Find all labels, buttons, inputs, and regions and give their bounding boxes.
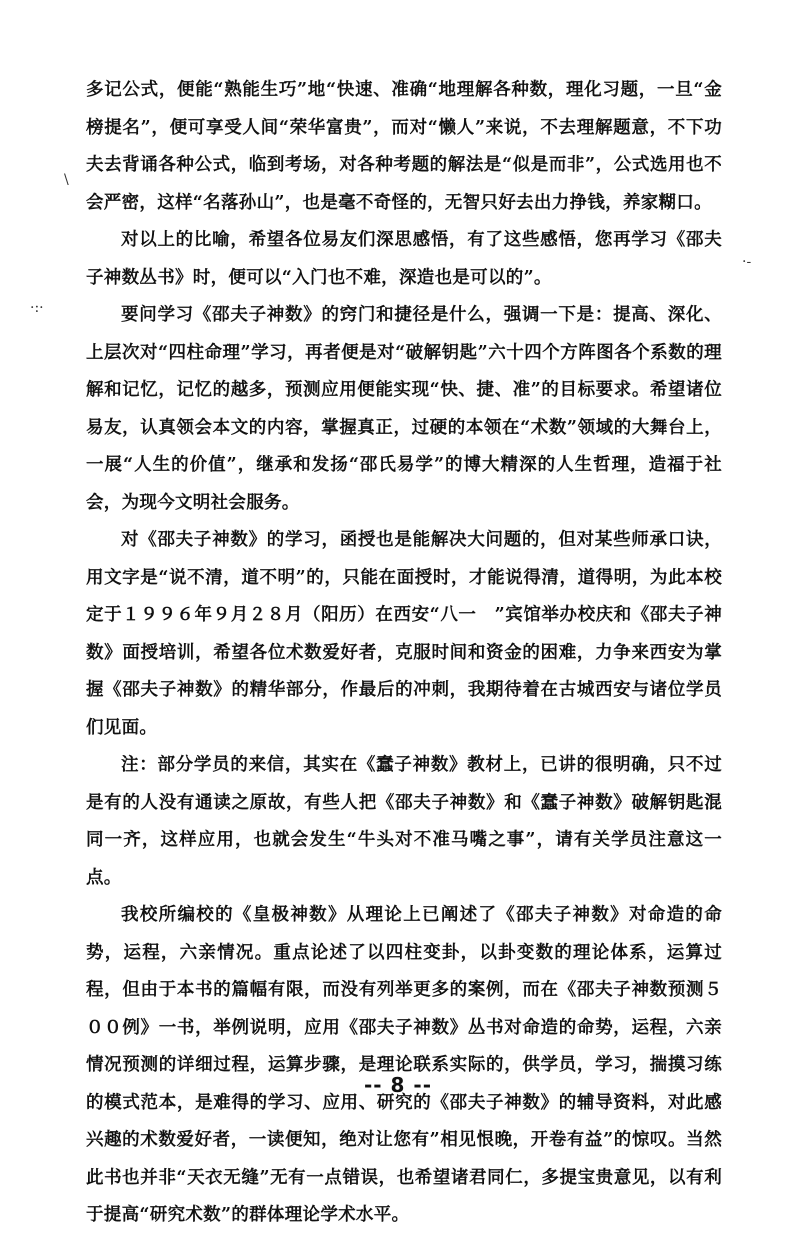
scan-speck: ·- [742,254,752,270]
paragraph-1: 多记公式，便能“熟能生巧”地“快速、准确“地理解各种数，理化习题，一旦“金榜提名”，便可享受人间“荣华富贵”，而对“懒人”来说，不去理解题意，不下功夫去背诵各种公式，临到考场，对各种考题的解法是“似是而非”，公式选用也不会严密，这样“名落孙山”，也是毫不奇怪的，无智只好去出力挣钱，养家糊口。 [86,80,722,213]
paragraph-3: 要问学习《邵夫子神数》的窍门和捷径是什么，强调一下是：提高、深化、上层次对“四柱命理”学习，再者便是对“破解钥匙”六十四个方阵图各个系数的理解和记忆，记忆的越多，预测应用便能实现“快、捷、准”的目标要求。希望诸位易友，认真领会本文的内容，掌握真正，过硬的本领在“术数”领域的大舞台上，一展“人生的价值”，继承和发扬“邵氏易学”的博大精深的人生哲理，造福于社会，为现今文明社会服务。 [86,305,722,513]
scan-speck: ·:· [30,300,44,316]
paragraph-5: 注：部分学员的来信，其实在《蠢子神数》教材上，已讲的很明确，只不过是有的人没有通读之原故，有些人把《邵夫子神数》和《蠢子神数》破解钥匙混同一齐，这样应用，也就会发生“牛头对不准马嘴之事”，请有关学员注意这一点。 [86,755,722,888]
paragraph-2: 对以上的比喻，希望各位易友们深思感悟，有了这些感悟，您再学习《邵夫子神数丛书》时，便可以“入门也不难，深造也是可以的”。 [86,230,722,288]
page-number: -- 8 -- [363,1073,433,1097]
scan-speck: \ [64,172,69,188]
paragraph-4: 对《邵夫子神数》的学习，函授也是能解决大问题的，但对某些师承口诀，用文字是“说不清，道不明”的，只能在面授时，才能说得清，道得明，为此本校定于１９９６年９月２８月（阳历）在西安“八一 ”宾馆举办校庆和《邵夫子神数》面授培训，希望各位术数爱好者，克服时间和资金的困难，力争来西安为掌握《邵夫子神数》的精华部分，作最后的冲刺，我期待着在古城西安与诸位学员们见面。 [86,530,722,738]
paragraph-6: 我校所编校的《皇极神数》从理论上已阐述了《邵夫子神数》对命造的命势，运程，六亲情况。重点论述了以四柱变卦，以卦变数的理论体系，运算过程，但由于本书的篇幅有限，而没有列举更多的案例，而在《邵夫子神数预测５００例》一书，举例说明，应用《邵夫子神数》丛书对命造的命势，运程，六亲情况预测的详细过程，运算步骤，是理论联系实际的，供学员，学习，揣摸习练的模式范本，是难得的学习、应用、研究的《邵夫子神数》的辅导资料，对此感兴趣的术数爱好者，一读便知，绝对让您有”相见恨晚，开卷有益”的惊叹。当然此书也并非“天衣无缝”无有一点错误，也希望诸君同仁，多提宝贵意见，以有利于提高“研究术数”的群体理论学术水平。 [86,905,722,1225]
body-text [86,72,722,1235]
